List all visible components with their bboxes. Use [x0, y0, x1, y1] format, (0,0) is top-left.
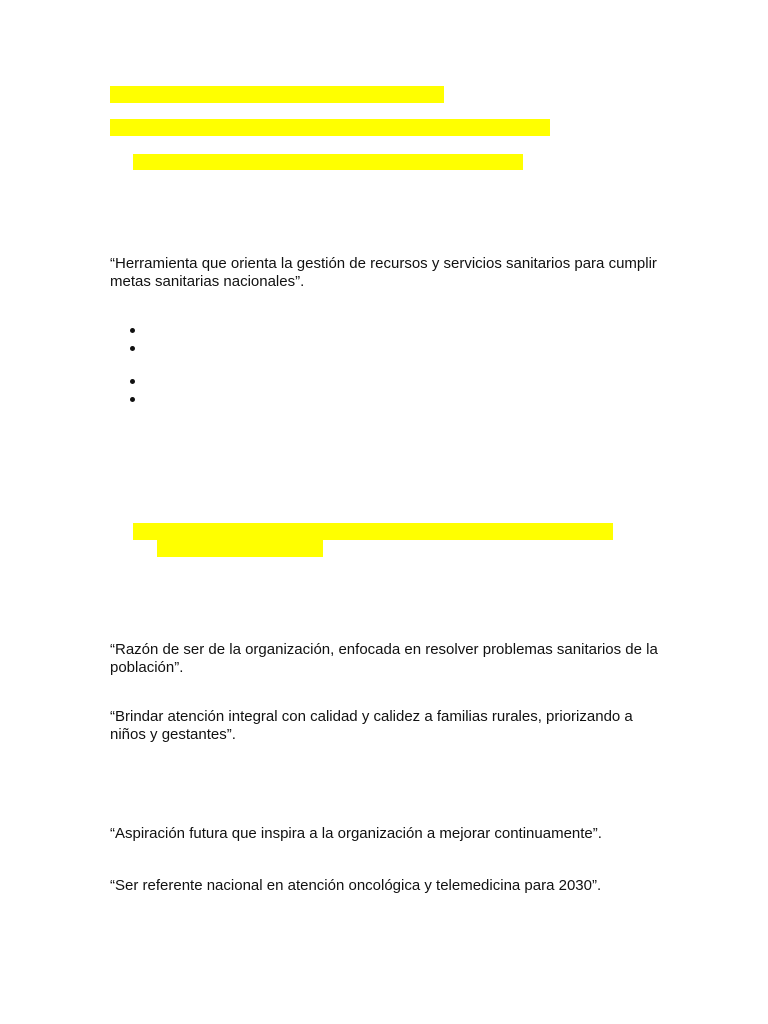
bullet-point	[130, 379, 135, 384]
highlighted-section-bar-1	[133, 523, 613, 540]
highlighted-title-bar-2	[110, 119, 550, 136]
mission-example-paragraph: “Brindar atención integral con calidad y calidez a familias rurales, priorizando a niños y gestantes”.	[110, 708, 633, 743]
mission-definition-paragraph: “Razón de ser de la organización, enfocada en resolver problemas sanitarios de la población”.	[110, 641, 658, 676]
vision-example-paragraph: “Ser referente nacional en atención oncológica y telemedicina para 2030”.	[110, 877, 602, 894]
bullet-point	[130, 328, 135, 333]
definition-paragraph: “Herramienta que orienta la gestión de recursos y servicios sanitarios para cumplir metas sanitarias nacionales”.	[110, 255, 657, 290]
bullet-point	[130, 397, 135, 402]
bullet-point	[130, 346, 135, 351]
vision-definition-paragraph: “Aspiración futura que inspira a la organización a mejorar continuamente”.	[110, 825, 602, 842]
highlighted-title-bar-3	[133, 154, 523, 170]
highlighted-title-bar-1	[110, 86, 444, 103]
highlighted-section-bar-2	[157, 540, 323, 557]
